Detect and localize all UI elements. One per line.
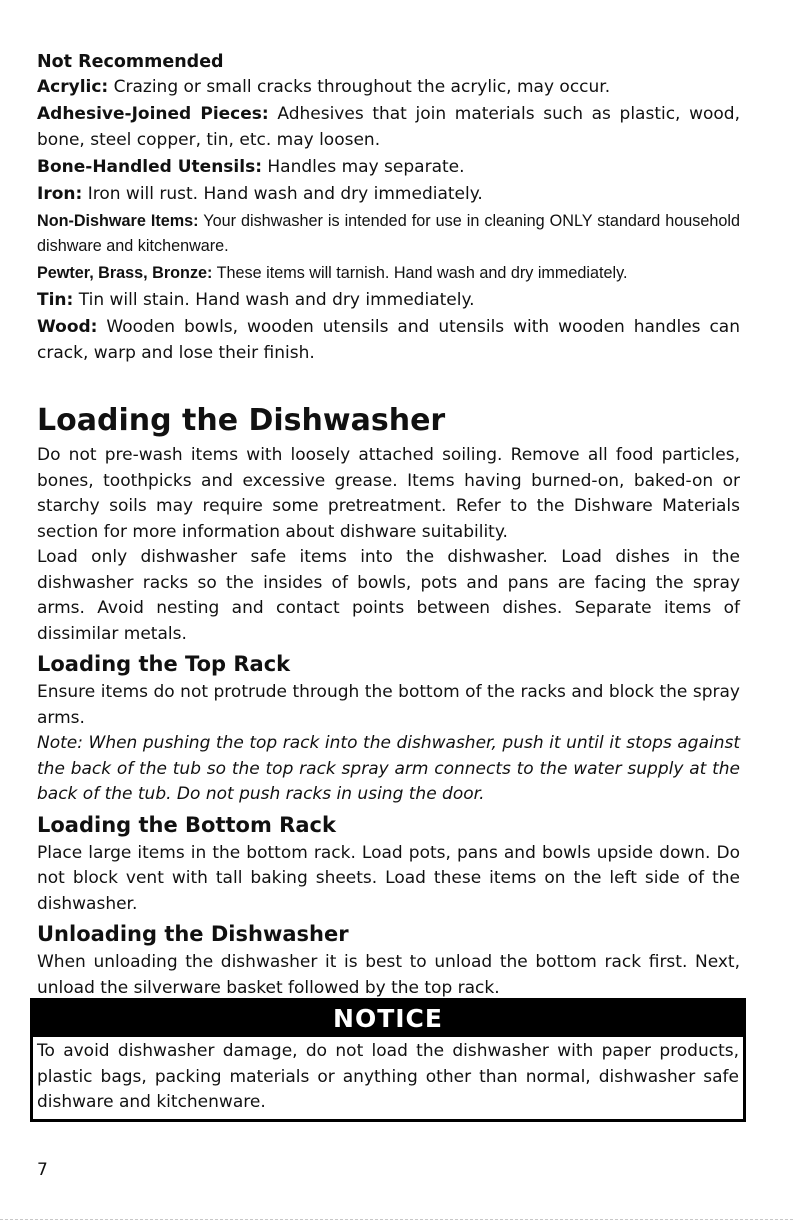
item-term: Iron: [37, 183, 83, 204]
item-text: Handles may separate. [262, 156, 465, 177]
item-term: Wood: [37, 317, 98, 337]
item-text: Your dishwasher is intended for use in cleaning ONLY standard household dishware and kitchenware. [37, 211, 740, 255]
item-term: Non-Dishware Items: [37, 211, 199, 230]
item-text: Wooden bowls, wooden utensils and utensils with wooden handles can crack, warp and lose their finish. [37, 317, 740, 363]
item-term: Pewter, Brass, Bronze: [37, 264, 213, 282]
loading-paragraph-2: Load only dishwasher safe items into the dishwasher. Load dishes in the dishwasher racks so the insides of bowls, pots and pans are facing the spray arms. Avoid nesting and contact points between dishes. Separate items of dissimilar metals. [37, 547, 740, 644]
not-recommended-section [37, 50, 740, 366]
top-rack-paragraph: Ensure items do not protrude through the bottom of the racks and block the spray arms. [37, 682, 740, 728]
section-title-loading: Loading the Dishwasher [37, 403, 446, 438]
subsection-title-unloading: Unloading the Dishwasher [37, 922, 349, 946]
page-number: 7 [37, 1160, 48, 1180]
item-text: These items will tarnish. Hand wash and dry immediately. [212, 264, 628, 282]
item-text: Crazing or small cracks throughout the acrylic, may occur. [108, 77, 611, 97]
not-recommended-heading: Not Recommended [37, 52, 224, 72]
list-item [37, 261, 740, 287]
list-item [37, 315, 740, 366]
notice-label: NOTICE [33, 1001, 743, 1037]
subsection-title-bottom-rack: Loading the Bottom Rack [37, 812, 336, 837]
list-item [37, 288, 740, 314]
top-rack-note: Note: When pushing the top rack into the dishwasher, push it until it stops against the back of the tub so the top rack spray arm connects to the water supply at the back of the tub. Do not push racks in using the door. [37, 733, 740, 804]
item-text: Iron will rust. Hand wash and dry immediately. [82, 183, 483, 204]
list-item [37, 102, 740, 153]
item-term: Adhesive-Joined Pieces: [37, 104, 269, 124]
bottom-rack-paragraph: Place large items in the bottom rack. Load pots, pans and bowls upside down. Do not block vent with tall baking sheets. Load these items on the left side of the dishwasher. [37, 842, 740, 914]
list-item [37, 182, 740, 208]
list-item [37, 209, 740, 260]
item-text: Adhesives that join materials such as plastic, wood, bone, steel copper, tin, etc. may loosen. [37, 104, 741, 150]
list-item [37, 155, 740, 181]
item-text: Tin will stain. Hand wash and dry immediately. [73, 290, 475, 310]
list-item [37, 75, 740, 101]
item-term: Tin: [37, 290, 74, 310]
loading-paragraph-1: Do not pre-wash items with loosely attached soiling. Remove all food particles, bones, toothpicks and excessive grease. Items having burned-on, baked-on or starchy soils may require some pretreatment. Refer to the Dishware Materials section for more information about dishware suitability. [37, 445, 740, 542]
subsection-title-top-rack: Loading the Top Rack [37, 652, 291, 676]
notice-text: To avoid dishwasher damage, do not load the dishwasher with paper products, plastic bags, packing materials or anything other than normal, dishwasher safe dishware and kitchenware. [37, 1041, 739, 1112]
page-content [37, 50, 740, 1001]
notice-box [30, 998, 746, 1122]
item-term: Acrylic: [37, 77, 109, 97]
item-term: Bone-Handled Utensils: [37, 156, 262, 177]
unloading-paragraph: When unloading the dishwasher it is best to unload the bottom rack first. Next, unload the silverware basket followed by the top rack. [37, 952, 740, 998]
page-bottom-rule [0, 1219, 793, 1220]
